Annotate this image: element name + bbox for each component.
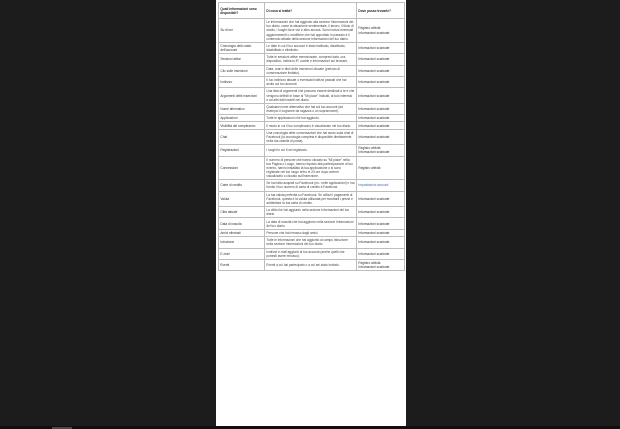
location-link[interactable]: Impostazioni account	[357, 180, 405, 191]
category-cell: Visibilità del compleanno	[219, 122, 265, 129]
location-cell: Informazioni scaricate	[357, 229, 405, 236]
location-cell: Informazioni scaricate	[357, 248, 405, 259]
location-cell: Informazioni scaricate	[357, 76, 405, 87]
location-cell: Informazioni scaricate	[357, 122, 405, 129]
location-cell: Informazioni scaricate	[357, 65, 405, 76]
header-what: Quali informazioni sono disponibili?	[219, 3, 265, 19]
category-cell: Indirizzo	[219, 76, 265, 87]
table-row	[219, 76, 405, 87]
location-cell: Informazioni scaricate	[357, 207, 405, 218]
location-cell: Informazioni scaricate	[357, 218, 405, 229]
location-cell: Registro attività Informazioni scaricate	[357, 19, 405, 43]
table-row	[219, 65, 405, 76]
description-cell: Eventi a cui hai partecipato o a cui sei stato invitato.	[265, 259, 357, 270]
category-cell: Su di me	[219, 19, 265, 43]
header-description: Di cosa si tratta?	[265, 3, 357, 19]
category-cell: E-mail	[219, 248, 265, 259]
category-cell: Carte di credito	[219, 180, 265, 191]
data-categories-table	[218, 2, 405, 271]
description-cell: Indirizzi e-mail aggiunti al tuo account (anche quelli che potresti avere rimosso).	[265, 248, 357, 259]
category-cell: Amici eliminati	[219, 229, 265, 236]
table-row	[219, 145, 405, 156]
description-cell: Il numero di persone che hanno cliccato su "Mi piace" nella tua Pagina o Luogo, hanno risposto alla partecipazione al tuo evento, hanno installato la tua applicazione o si sono registrate nel tuo luogo entro le 24 ore dopo averne visualizzato o cliccato sull'inserzione.	[265, 156, 357, 180]
category-cell: Sessioni attive	[219, 54, 265, 65]
table-row	[219, 248, 405, 259]
description-cell: Una lista di argomenti che possono essere destinati a te e che vengono definiti in base ai "Mi piace" indicati, ai tuoi interessi e ad altri dati inseriti nel diario.	[265, 88, 357, 103]
table-row	[219, 115, 405, 122]
table-row	[219, 180, 405, 191]
table-row	[219, 156, 405, 180]
description-cell: Le date in cui il tuo account è stato riattivato, disattivato, disabilitato o eliminato.	[265, 42, 357, 53]
location-cell: Informazioni scaricate	[357, 191, 405, 206]
category-cell: Argomenti delle inserzioni	[219, 88, 265, 103]
location-cell: Informazioni scaricate	[357, 129, 405, 144]
location-cell: Informazioni scaricate	[357, 42, 405, 53]
table-row	[219, 229, 405, 236]
table-row	[219, 259, 405, 270]
location-cell: Registro attività Informazioni scaricate	[357, 259, 405, 270]
category-cell: Clic sulle inserzioni	[219, 65, 265, 76]
description-cell: Qualsiasi nome alternativo che hai sul tuo account (ad esempio il cognome da ragazza o un soprannome).	[265, 103, 357, 114]
table-row	[219, 88, 405, 103]
table-row	[219, 42, 405, 53]
description-cell: Tutte le sessioni attive memorizzate, compresi data, ora, dispositivo, indirizzo IP, cookie e informazioni sul browser.	[265, 54, 357, 65]
table-row	[219, 19, 405, 43]
description-cell: Il tuo indirizzo attuale o eventuali indirizzi passati che hai avuto sul tuo account.	[265, 76, 357, 87]
table-row	[219, 54, 405, 65]
description-cell: I luoghi in cui ti sei registrato.	[265, 145, 357, 156]
category-cell: Applicazioni	[219, 115, 265, 122]
location-cell: Registro attività	[357, 156, 405, 180]
location-cell: Informazioni scaricate	[357, 115, 405, 122]
description-cell: La tua valuta preferita su Facebook. Se utilizzi i pagamenti di Facebook, questa è la valuta utilizzata per mostrarti i prezzi e addebitare la tua carta di credito.	[265, 191, 357, 206]
category-cell: Data di nascita	[219, 218, 265, 229]
category-cell: Città attuale	[219, 207, 265, 218]
category-cell: Chat	[219, 129, 265, 144]
table-row	[219, 218, 405, 229]
description-cell: Persone che hai rimosso dagli amici.	[265, 229, 357, 236]
location-cell: Informazioni scaricate	[357, 237, 405, 248]
description-cell: Le informazioni che hai aggiunto alla sezione Informazioni del tuo diario, come la situazione sentimentale, il lavoro, il titolo di studio, i luoghi dove vivi e altro ancora. Sono inclusi eventuali aggiornamenti o modifiche che hai apportato in passato e il contenuto attuale della sezione Informazioni del tuo diario.	[265, 19, 357, 43]
table-row	[219, 207, 405, 218]
category-cell: Istruzione	[219, 237, 265, 248]
table-row	[219, 191, 405, 206]
document-page	[216, 0, 406, 429]
table-row	[219, 122, 405, 129]
table-body	[219, 19, 405, 271]
description-cell: Una cronologia delle conversazioni che hai avuto sulla chat di Facebook (la cronologia completa è disponibile direttamente nella tua casella di posta).	[265, 129, 357, 144]
category-cell: Registrazioni	[219, 145, 265, 156]
location-cell: Registro attività Informazioni scaricate	[357, 145, 405, 156]
description-cell: Tutte le informazioni che hai aggiunto al campo Istruzione nella sezione Informazioni del tuo diario.	[265, 237, 357, 248]
description-cell: La data di nascita che hai aggiunto nella sezione Informazioni del tuo diario.	[265, 218, 357, 229]
description-cell: Il modo in cui il tuo compleanno è visualizzato nel tuo diario.	[265, 122, 357, 129]
category-cell: Connessioni	[219, 156, 265, 180]
table-row	[219, 237, 405, 248]
category-cell: Valuta	[219, 191, 265, 206]
table-header-row	[219, 3, 405, 19]
table-row	[219, 129, 405, 144]
location-cell: Informazioni scaricate	[357, 103, 405, 114]
header-where: Dove posso trovarle?	[357, 3, 405, 19]
description-cell: Tutte le applicazioni che hai aggiunto.	[265, 115, 357, 122]
description-cell: La città che hai aggiunto nella sezione Informazioni del tuo diario.	[265, 207, 357, 218]
description-cell: Data, orari e titoli delle inserzioni cliccate (periodo di conservazione limitato).	[265, 65, 357, 76]
table-row	[219, 103, 405, 114]
location-cell: Informazioni scaricate	[357, 88, 405, 103]
category-cell: Nome alternativo	[219, 103, 265, 114]
category-cell: Eventi	[219, 259, 265, 270]
description-cell: Se hai fatto acquisti su Facebook (es.: nelle applicazioni) e hai fornito il tuo numero di carta di credito a Facebook.	[265, 180, 357, 191]
category-cell: Cronologia dello stato dell'account	[219, 42, 265, 53]
location-cell: Informazioni scaricate	[357, 54, 405, 65]
